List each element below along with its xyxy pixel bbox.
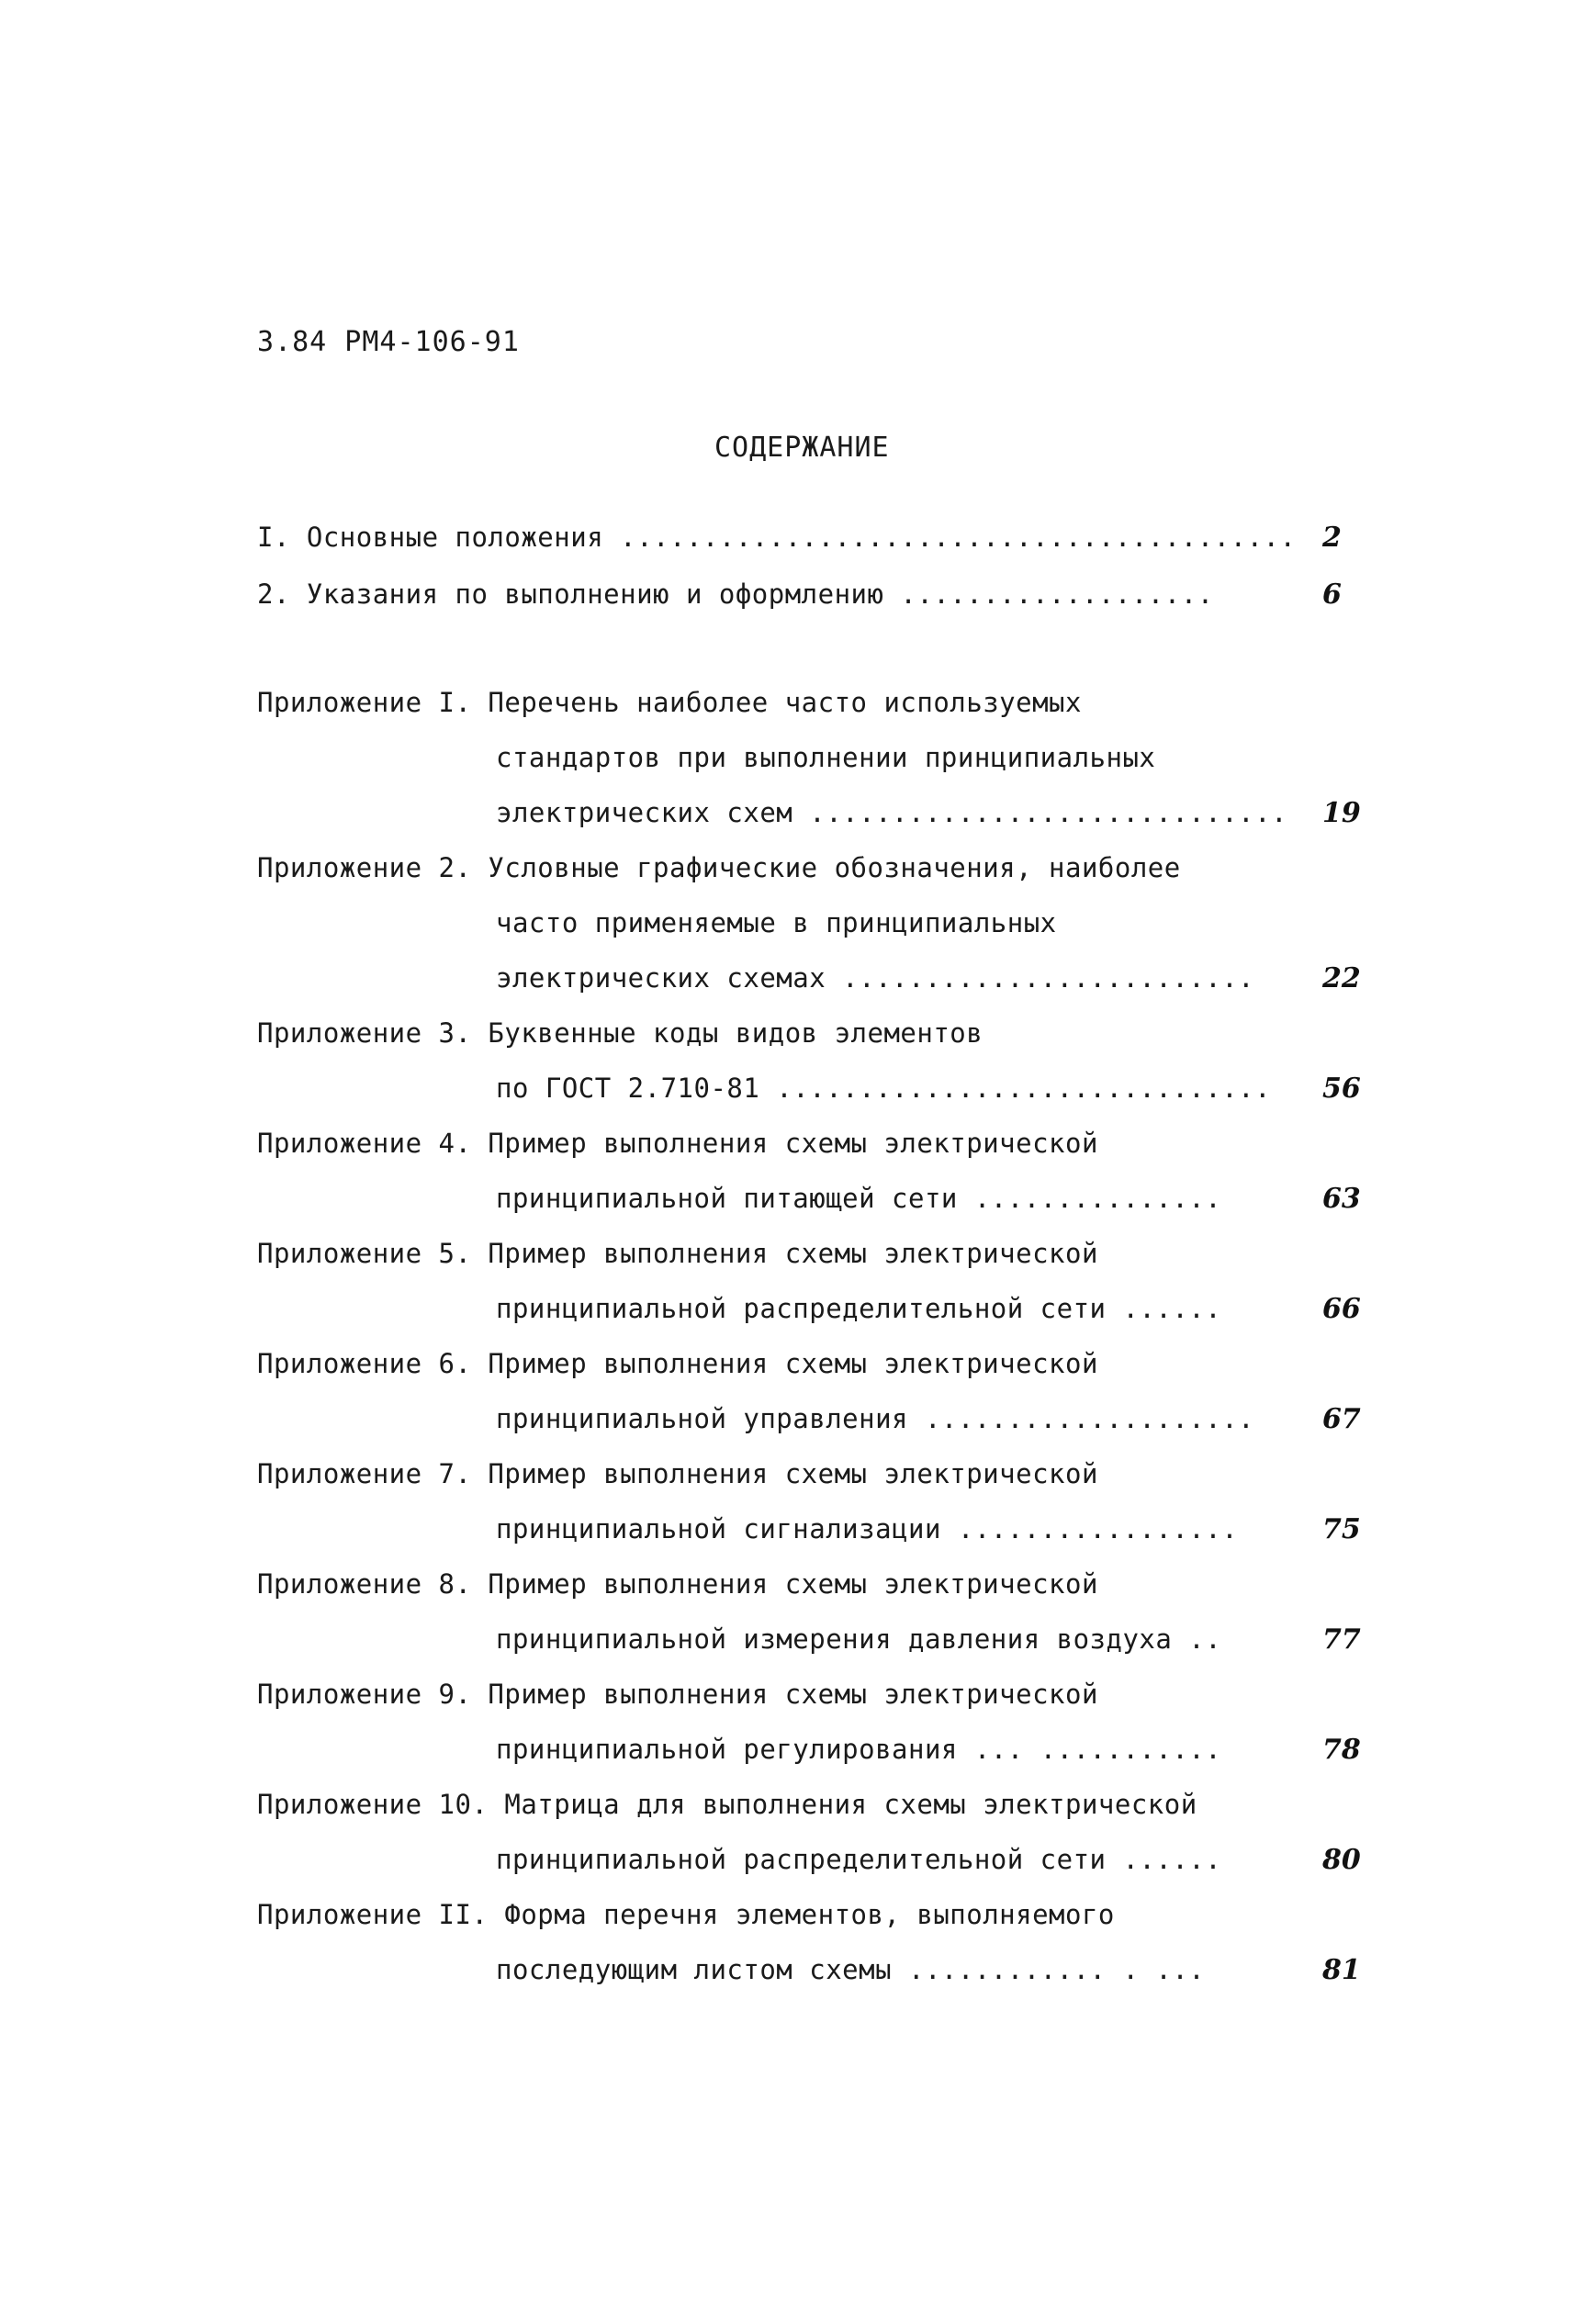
toc-page-number: 6 (1322, 578, 1342, 611)
toc-appendix-title: Приложение 2. Условные графические обозначения, наиболее (257, 852, 1181, 883)
toc-appendix-title: Приложение 8. Пример выполнения схемы электрической (257, 1568, 1098, 1600)
toc-appendix-title: Приложение 4. Пример выполнения схемы электрической (257, 1128, 1098, 1159)
toc-appendix-title: Приложение 6. Пример выполнения схемы электрической (257, 1348, 1098, 1379)
toc-page-number: 80 (1322, 1844, 1361, 1876)
toc-page-number: 67 (1322, 1403, 1361, 1435)
toc-appendix-continuation: по ГОСТ 2.710-81 .............................. (496, 1073, 1272, 1104)
toc-page-number: 56 (1322, 1073, 1361, 1105)
toc-appendix-title: Приложение II. Форма перечня элементов, выполняемого (257, 1899, 1115, 1930)
toc-appendix-continuation: последующим листом схемы ............ . ... (496, 1954, 1206, 1985)
toc-appendix-title: Приложение 7. Пример выполнения схемы электрической (257, 1458, 1098, 1489)
toc-page-number: 63 (1322, 1183, 1361, 1215)
toc-section-line: I. Основные положения ......................................... (257, 522, 1297, 553)
toc-appendix-continuation: принципиальной измерения давления воздуха .. (496, 1623, 1222, 1655)
toc-appendix-title: Приложение 10. Матрица для выполнения схемы электрической (257, 1789, 1197, 1820)
toc-section-line: 2. Указания по выполнению и оформлению ................... (257, 578, 1214, 610)
toc-appendix-continuation: принципиальной сигнализации ................. (496, 1513, 1239, 1545)
toc-page-number: 81 (1322, 1954, 1361, 1986)
toc-appendix-continuation: принципиальной управления .................... (496, 1403, 1255, 1434)
toc-page-number: 66 (1322, 1293, 1361, 1325)
toc-page-number: 22 (1322, 962, 1361, 994)
toc-appendix-title: Приложение 5. Пример выполнения схемы электрической (257, 1238, 1098, 1269)
document-code: 3.84 РМ4-106-91 (257, 326, 520, 358)
toc-page-number: 78 (1322, 1734, 1361, 1766)
toc-appendix-title: Приложение I. Перечень наиболее часто используемых (257, 687, 1082, 718)
toc-page-number: 77 (1322, 1623, 1361, 1656)
table-of-contents-title: СОДЕРЖАНИЕ (714, 432, 890, 464)
toc-appendix-continuation: принципиальной распределительной сети ...... (496, 1293, 1222, 1324)
toc-appendix-continuation: часто применяемые в принципиальных (496, 907, 1057, 938)
toc-appendix-title: Приложение 9. Пример выполнения схемы электрической (257, 1679, 1098, 1710)
toc-appendix-continuation: электрических схем ............................. (496, 797, 1288, 828)
toc-appendix-continuation: электрических схемах ......................... (496, 962, 1255, 994)
toc-page-number: 19 (1322, 797, 1361, 829)
toc-appendix-continuation: стандартов при выполнении принципиальных (496, 742, 1156, 773)
toc-appendix-continuation: принципиальной распределительной сети ...... (496, 1844, 1222, 1875)
toc-appendix-title: Приложение 3. Буквенные коды видов элементов (257, 1017, 983, 1049)
toc-page-number: 2 (1322, 522, 1342, 554)
toc-appendix-continuation: принципиальной регулирования ... ........... (496, 1734, 1222, 1765)
toc-appendix-continuation: принципиальной питающей сети ............... (496, 1183, 1222, 1214)
toc-page-number: 75 (1322, 1513, 1361, 1545)
